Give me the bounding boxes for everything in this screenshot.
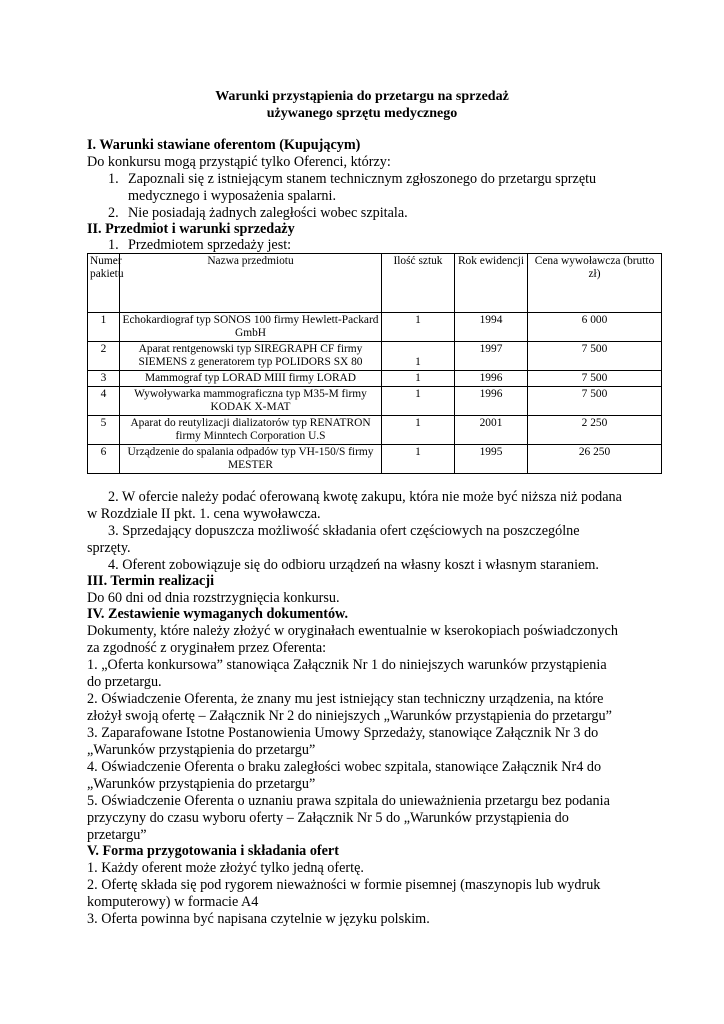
cell-qty: 1 <box>382 371 455 387</box>
form-item-1: 1. Każdy oferent może złożyć tylko jedną ofertę. <box>87 860 364 876</box>
cell-name: Aparat rentgenowski typ SIREGRAPH CF firmy SIEMENS z generatorem typ POLIDORS SX 80 <box>120 342 382 371</box>
cell-number: 2 <box>88 342 120 371</box>
document-item-5-cont-2: przetargu” <box>87 827 147 843</box>
cell-qty: 1 <box>382 313 455 342</box>
document-item-2: 2. Oświadczenie Oferenta, że znany mu jest istniejący stan techniczny urządzenia, na które <box>87 691 604 707</box>
document-item-4-cont: „Warunków przystąpienia do przetargu” <box>87 776 316 792</box>
form-item-2-cont: komputerowy) w formacie A4 <box>87 894 259 910</box>
section-1-intro: Do konkursu mogą przystąpić tylko Oferenci, którzy: <box>87 154 391 170</box>
document-item-5-cont: przyczyny do czasu wyboru oferty – Załącznik Nr 5 do „Warunków przystąpienia do <box>87 810 569 826</box>
section-4-heading: IV. Zestawienie wymaganych dokumentów. <box>87 606 349 622</box>
cell-number: 5 <box>88 416 120 445</box>
document-title-line-2: używanego sprzętu medycznego <box>266 106 458 121</box>
table-row <box>88 445 662 474</box>
document-item-5: 5. Oświadczenie Oferenta o uznaniu prawa szpitala do unieważnienia przetargu bez podania <box>87 793 610 809</box>
section-2-point-2-cont: w Rozdziale II pkt. 1. cena wywoławcza. <box>87 506 321 522</box>
form-item-3: 3. Oferta powinna być napisana czytelnie w języku polskim. <box>87 911 430 927</box>
section-3-heading: III. Termin realizacji <box>87 573 215 589</box>
table-row <box>88 371 662 387</box>
cell-name: Echokardiograf typ SONOS 100 firmy Hewlett-Packard GmbH <box>120 313 382 342</box>
list-number: 1. <box>108 237 119 253</box>
table-row <box>88 342 662 371</box>
cell-year: 2001 <box>455 416 528 445</box>
cell-price: 26 250 <box>528 445 662 474</box>
cell-price: 7 500 <box>528 342 662 371</box>
section-2-point-3: 3. Sprzedający dopuszcza możliwość składania ofert częściowych na poszczególne <box>108 523 580 539</box>
cell-number: 4 <box>88 387 120 416</box>
cell-qty: 1 <box>382 342 455 371</box>
section-3-text: Do 60 dni od dnia rozstrzygnięcia konkursu. <box>87 590 340 606</box>
header-name: Nazwa przedmiotu <box>120 254 382 313</box>
cell-name: Wywoływarka mammograficzna typ M35-M firmy KODAK X-MAT <box>120 387 382 416</box>
section-1-item-1 <box>108 171 596 188</box>
header-qty: Ilość sztuk <box>382 254 455 313</box>
cell-price: 7 500 <box>528 387 662 416</box>
cell-price: 7 500 <box>528 371 662 387</box>
document-item-4: 4. Oświadczenie Oferenta o braku zaległości wobec szpitala, stanowiące Załącznik Nr4 do <box>87 759 602 775</box>
table-row <box>88 416 662 445</box>
table-row <box>88 313 662 342</box>
cell-year: 1997 <box>455 342 528 371</box>
document-item-1-cont: do przetargu. <box>87 674 162 690</box>
cell-qty: 1 <box>382 416 455 445</box>
cell-price: 6 000 <box>528 313 662 342</box>
list-text: Nie posiadają żadnych zaległości wobec szpitala. <box>128 205 408 221</box>
section-2-heading: II. Przedmiot i warunki sprzedaży <box>87 221 295 237</box>
header-number: Numer pakietu <box>88 254 120 313</box>
cell-name: Mammograf typ LORAD MIII firmy LORAD <box>120 371 382 387</box>
table-row <box>88 387 662 416</box>
section-2-item-1 <box>108 237 291 254</box>
cell-year: 1996 <box>455 371 528 387</box>
section-1-heading: I. Warunki stawiane oferentom (Kupującym) <box>87 137 361 153</box>
list-text: Zapoznali się z istniejącym stanem technicznym zgłoszonego do przetargu sprzętu <box>128 171 597 187</box>
section-4-intro: Dokumenty, które należy złożyć w oryginałach ewentualnie w kserokopiach poświadczonych <box>87 623 618 639</box>
section-5-heading: V. Forma przygotowania i składania ofert <box>87 843 339 859</box>
section-1-item-1-cont: medycznego i wyposażenia spalarni. <box>128 188 337 204</box>
items-table <box>87 253 662 474</box>
section-2-point-2: 2. W ofercie należy podać oferowaną kwotę zakupu, która nie może być niższa niż podana <box>108 489 622 505</box>
section-4-intro-cont: za zgodność z oryginałem przez Oferenta: <box>87 640 327 656</box>
document-item-3: 3. Zaparafowane Istotne Postanowienia Umowy Sprzedaży, stanowiące Załącznik Nr 3 do <box>87 725 599 741</box>
document-item-2-cont: złożył swoją ofertę – Załącznik Nr 2 do niniejszych „Warunków przystąpienia do przetargu” <box>87 708 612 724</box>
document-title-line-1: Warunki przystąpienia do przetargu na sprzedaż <box>215 89 509 104</box>
cell-number: 3 <box>88 371 120 387</box>
list-number: 1. <box>108 171 119 187</box>
list-number: 2. <box>108 205 119 221</box>
document-item-1: 1. „Oferta konkursowa” stanowiąca Załącznik Nr 1 do niniejszych warunków przystąpienia <box>87 657 607 673</box>
section-2-point-3-cont: sprzęty. <box>87 540 131 556</box>
section-2-point-4: 4. Oferent zobowiązuje się do odbioru urządzeń na własny koszt i własnym staraniem. <box>108 557 599 573</box>
list-text: Przedmiotem sprzedaży jest: <box>128 237 292 253</box>
table-header-row <box>88 254 662 313</box>
section-1-item-2 <box>108 205 408 222</box>
cell-year: 1994 <box>455 313 528 342</box>
cell-qty: 1 <box>382 445 455 474</box>
cell-price: 2 250 <box>528 416 662 445</box>
cell-year: 1995 <box>455 445 528 474</box>
cell-qty: 1 <box>382 387 455 416</box>
header-year: Rok ewidencji <box>455 254 528 313</box>
form-item-2: 2. Ofertę składa się pod rygorem nieważności w formie pisemnej (maszynopis lub wydruk <box>87 877 601 893</box>
header-price: Cena wywoławcza (brutto zł) <box>528 254 662 313</box>
cell-name: Urządzenie do spalania odpadów typ VH-150/S firmy MESTER <box>120 445 382 474</box>
cell-number: 1 <box>88 313 120 342</box>
cell-year: 1996 <box>455 387 528 416</box>
cell-name: Aparat do reutylizacji dializatorów typ RENATRON firmy Minntech Corporation U.S <box>120 416 382 445</box>
cell-number: 6 <box>88 445 120 474</box>
document-item-3-cont: „Warunków przystąpienia do przetargu” <box>87 742 316 758</box>
